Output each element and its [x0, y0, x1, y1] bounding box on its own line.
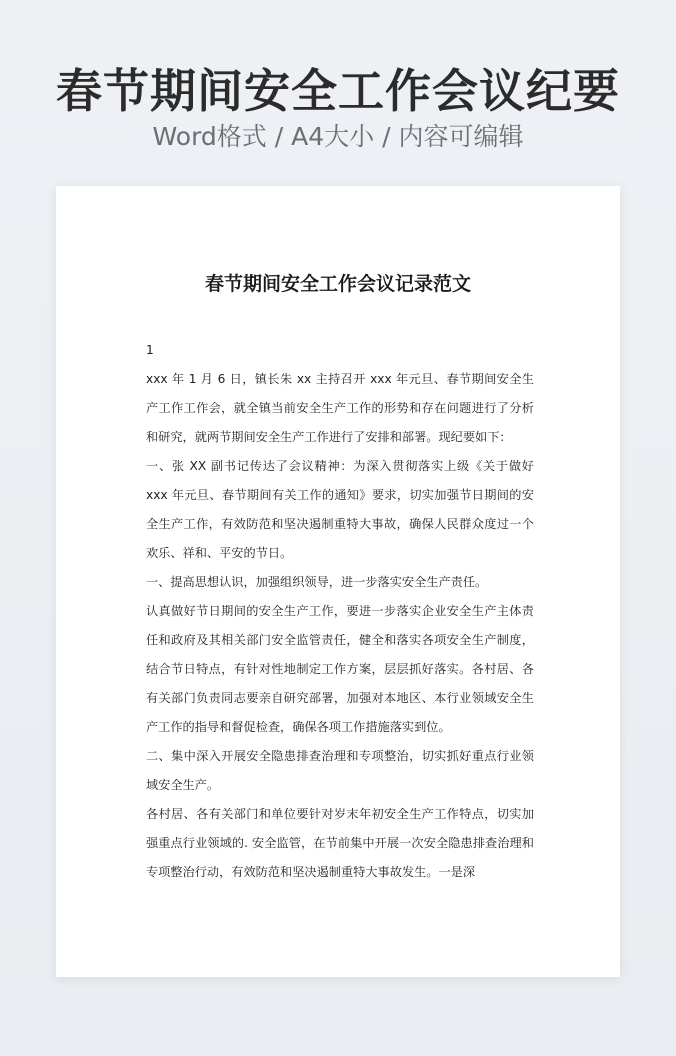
section-heading-2: 二、集中深入开展安全隐患排查治理和专项整治，切实抓好重点行业领域安全生产。 [146, 749, 534, 792]
paragraph-section-1: 认真做好节日期间的安全生产工作，要进一步落实企业安全生产主体责任和政府及其相关部门安全监管责任，健全和落实各项安全生产制度，结合节日特点，有针对性地制定工作方案，层层抓好落实。各村居、各有关部门负责同志要亲自研究部署，加强对本地区、本行业领域安全生产工作的指导和督促检查，确保各项工作措施落实到位。 [146, 604, 534, 734]
paragraph-intro: xxx 年 1 月 6 日，镇长朱 xx 主持召开 xxx 年元旦、春节期间安全生产工作工作会，就全镇当前安全生产工作的形势和存在问题进行了分析和研究，就两节期间安全生产工作进行了安排和部署。现纪要如下： [146, 372, 534, 444]
banner-title: 春节期间安全工作会议纪要 [56, 64, 620, 118]
banner-subtitle: Word格式 / A4大小 / 内容可编辑 [152, 122, 524, 151]
paragraph-spirit: 一、张 XX 副书记传达了会议精神：为深入贯彻落实上级《关于做好 xxx 年元旦、春节期间有关工作的通知》要求，切实加强节日期间的安全生产工作，有效防范和坚决遏制重特大事故，确保人民群众度过一个欢乐、祥和、平安的节日。 [146, 459, 534, 560]
document-page [56, 186, 620, 977]
section-heading-1: 一、提高思想认识，加强组织领导，进一步落实安全生产责任。 [146, 575, 488, 589]
document-title: 春节期间安全工作会议记录范文 [204, 273, 471, 295]
paragraph-section-2: 各村居、各有关部门和单位要针对岁末年初安全生产工作特点，切实加强重点行业领域的. 安全监管，在节前集中开展一次安全隐患排查治理和专项整治行动，有效防范和坚决遏制重特大事故发生。一是深 [146, 807, 534, 879]
paragraph-number: 1 [146, 343, 154, 357]
document-body [146, 336, 534, 887]
